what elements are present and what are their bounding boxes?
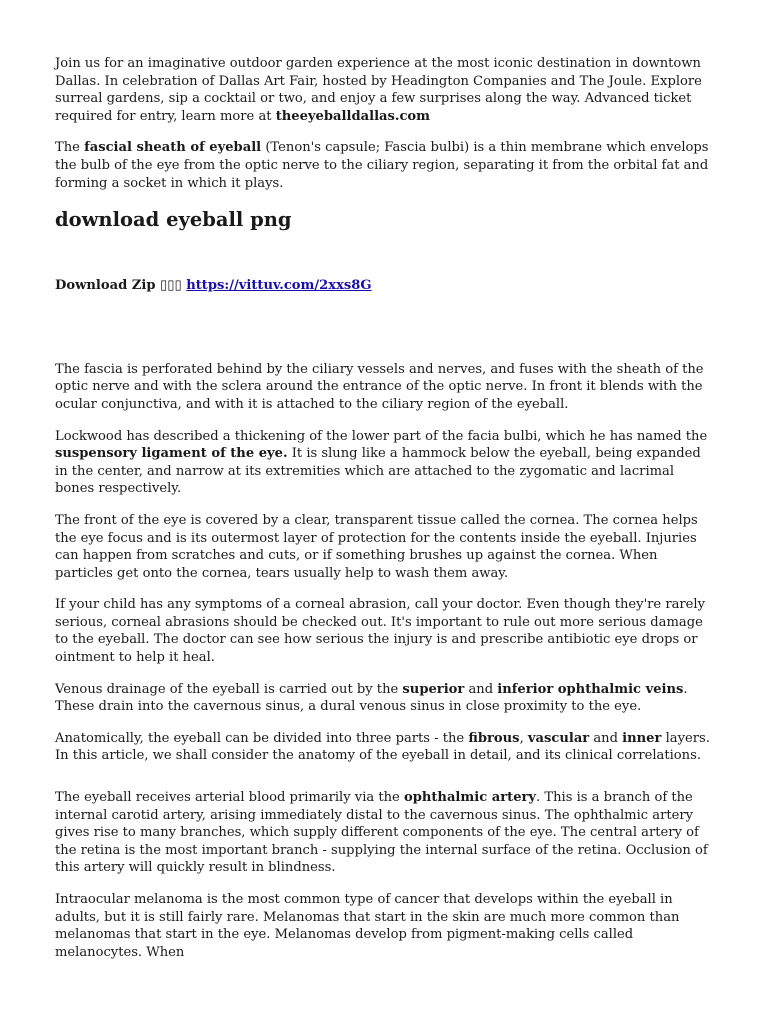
abrasion-paragraph: If your child has any symptoms of a corneal abrasion, call your doctor. Even though they're rarely serious, corneal abrasions should be checked out. It's important to rule out more serious damage to the eyeball. The doctor can see how serious the injury is and prescribe antibiotic eye drops or ointment to help it heal.	[55, 597, 706, 666]
fascial-sheath-paragraph	[55, 139, 715, 192]
term-ophthalmic-artery: ophthalmic artery	[403, 790, 537, 806]
text-span: The eyeball receives arterial blood primarily via the	[55, 790, 404, 806]
text-span: Lockwood has described a thickening of the lower part of the facia bulbi, which he has named the	[55, 428, 708, 444]
arterial-supply-paragraph	[55, 789, 715, 877]
text-span: The	[55, 140, 85, 156]
placeholder-glyphs: ▯▯▯	[160, 278, 182, 294]
intro-text: Join us for an imaginative outdoor garden experience at the most iconic destination in downtown Dallas. In celebration of Dallas Art Fair, hosted by Headington Companies and The Joule. Explore surreal gardens, sip a cocktail or two, and enjoy a few surprises along the way. Advanced ticket required for entry, learn more at	[55, 56, 702, 124]
article-body	[55, 55, 715, 975]
text-span: . These drain into the cavernous sinus, a dural venous sinus in close proximity to the eye.	[55, 681, 688, 715]
text-span: and	[464, 681, 498, 697]
term-ophthalmic-veins: inferior ophthalmic veins	[497, 681, 684, 697]
lockwood-paragraph	[55, 428, 715, 498]
text-span: Venous drainage of the eyeball is carried out by the	[55, 681, 403, 697]
term-suspensory-ligament: suspensory ligament of the eye.	[55, 446, 288, 462]
fascia-paragraph: The fascia is perforated behind by the ciliary vessels and nerves, and fuses with the sheath of the optic nerve and with the sclera around the entrance of the optic nerve. In front it blends with the ocular conjunctiva, and with it is attached to the ciliary region of the eyeball.	[55, 361, 704, 412]
text-span: . This is a branch of the internal carotid artery, arising immediately distal to the cavernous sinus. The ophthalmic artery gives rise to many branches, which supply different components of the eye. The central artery of the retina is the most important branch - supplying the internal surface of the retina. Occlusion of this artery will quickly result in blindness.	[55, 790, 708, 876]
download-link[interactable]: https://vittuv.com/2xxs8G	[186, 278, 372, 294]
text-span: layers. In this article, we shall consider the anatomy of the eyeball in detail, and its clinical correlations.	[55, 730, 710, 764]
venous-drainage-paragraph	[55, 681, 715, 716]
melanoma-paragraph: Intraocular melanoma is the most common type of cancer that develops within the eyeball in adults, but it is still fairly rare. Melanomas that start in the skin are much more common than melanomas that start in the eye. Melanomas develop from pigment-making cells called melanocytes. When	[55, 892, 680, 960]
page-title: download eyeball png	[55, 208, 292, 232]
text-span: It is slung like a hammock below the eyeball, being expanded in the center, and narrow at its extremities which are attached to the zygomatic and lacrimal bones respectively.	[55, 446, 701, 497]
term-fascial-sheath: fascial sheath of eyeball	[84, 140, 262, 156]
text-span: Anatomically, the eyeball can be divided into three parts - the	[55, 730, 469, 746]
download-line	[55, 277, 715, 295]
term-inner: inner	[622, 730, 662, 746]
anatomy-paragraph	[55, 730, 715, 765]
text-span: ,	[519, 730, 528, 746]
term-fibrous: fibrous	[468, 730, 520, 746]
term-superior: superior	[402, 681, 465, 697]
cornea-paragraph: The front of the eye is covered by a clear, transparent tissue called the cornea. The cornea helps the eye focus and is its outermost layer of protection for the contents inside the eyeball. Injuries can happen from scratches and cuts, or if something brushes up against the cornea. When particles get onto the cornea, tears usually help to wash them away.	[55, 512, 698, 581]
text-span: (Tenon's capsule; Fascia bulbi) is a thin membrane which envelops the bulb of the eye from the optic nerve to the ciliary region, separating it from the orbital fat and forming a socket in which it plays.	[55, 140, 709, 191]
download-label: Download Zip	[55, 278, 161, 294]
text-span: and	[589, 730, 623, 746]
intro-paragraph	[55, 55, 715, 125]
event-site-name: theeyeballdallas.com	[275, 108, 431, 124]
term-vascular: vascular	[527, 730, 590, 746]
